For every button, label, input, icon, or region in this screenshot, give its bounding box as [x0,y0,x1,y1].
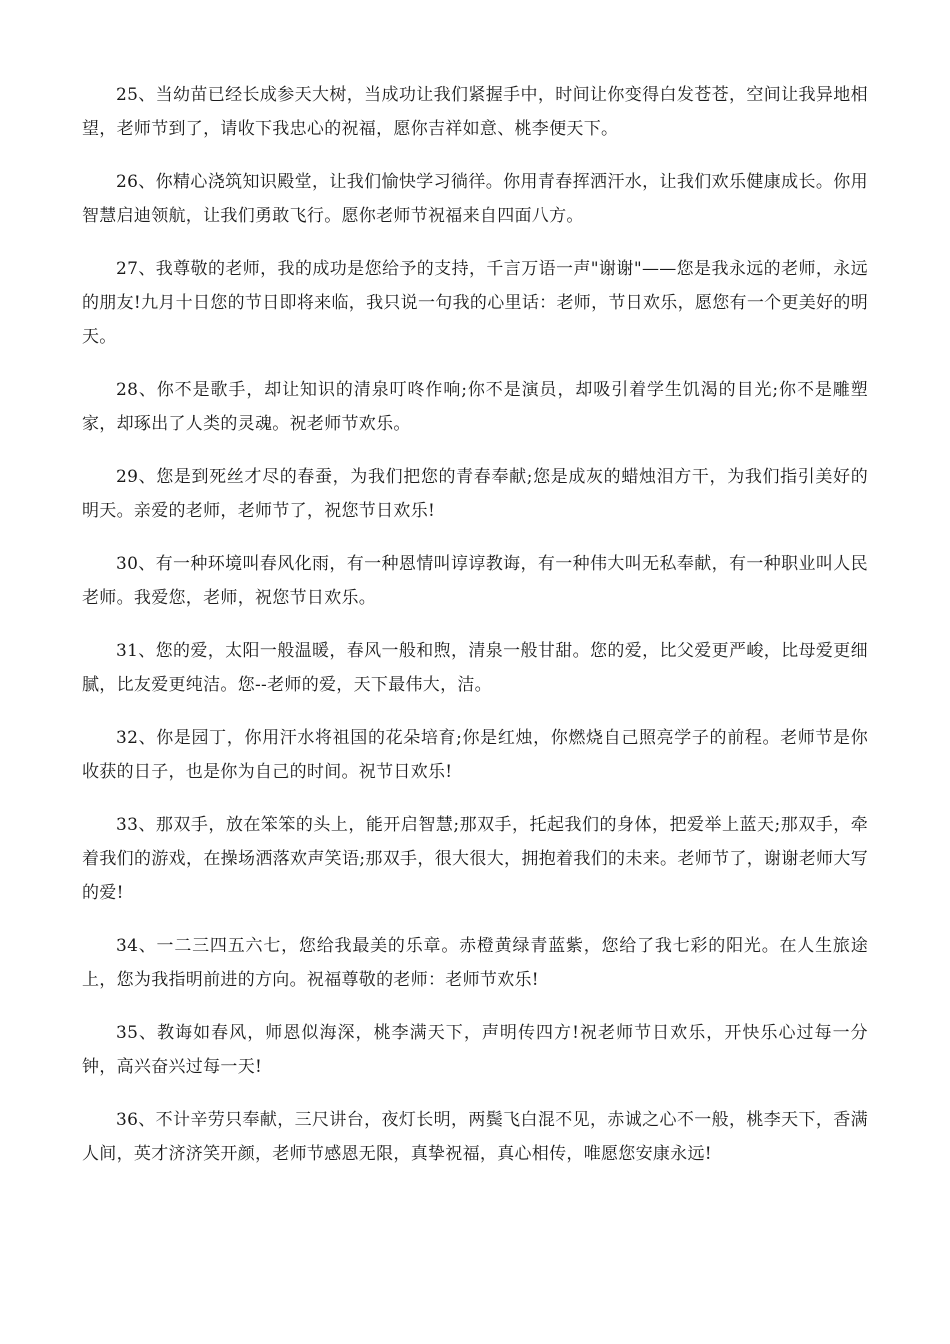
paragraph-31: 31、您的爱，太阳一般温暖，春风一般和煦，清泉一般甘甜。您的爱，比父爱更严峻，比母爱更细腻，比友爱更纯洁。您--老师的爱，天下最伟大，洁。 [82,641,868,695]
paragraph-34: 34、一二三四五六七，您给我最美的乐章。赤橙黄绿青蓝紫，您给了我七彩的阳光。在人生旅途上，您为我指明前进的方向。祝福尊敬的老师：老师节欢乐! [82,936,868,990]
paragraph-35: 35、教诲如春风，师恩似海深，桃李满天下，声明传四方!祝老师节日欢乐，开快乐心过每一分钟，高兴奋兴过每一天! [82,1023,868,1077]
paragraph-28: 28、你不是歌手，却让知识的清泉叮咚作响;你不是演员，却吸引着学生饥渴的目光;你不是雕塑家，却琢出了人类的灵魂。祝老师节欢乐。 [82,380,868,434]
document-body [82,78,868,1190]
paragraph-33: 33、那双手，放在笨笨的头上，能开启智慧;那双手，托起我们的身体，把爱举上蓝天;那双手，牵着我们的游戏，在操场洒落欢声笑语;那双手，很大很大，拥抱着我们的未来。老师节了，谢谢老师大写的爱! [82,815,868,903]
paragraph-27: 27、我尊敬的老师，我的成功是您给予的支持，千言万语一声"谢谢"——您是我永远的老师，永远的朋友!九月十日您的节日即将来临，我只说一句我的心里话：老师，节日欢乐，愿您有一个更美好的明天。 [82,259,868,347]
paragraph-30: 30、有一种环境叫春风化雨，有一种恩情叫谆谆教诲，有一种伟大叫无私奉献，有一种职业叫人民老师。我爱您，老师，祝您节日欢乐。 [82,554,868,608]
paragraph-36: 36、不计辛劳只奉献，三尺讲台，夜灯长明，两鬓飞白混不见，赤诚之心不一般，桃李天下，香满人间，英才济济笑开颜，老师节感恩无限，真挚祝福，真心相传，唯愿您安康永远! [82,1110,868,1164]
paragraph-25: 25、当幼苗已经长成参天大树，当成功让我们紧握手中，时间让你变得白发苍苍，空间让我异地相望，老师节到了，请收下我忠心的祝福，愿你吉祥如意、桃李便天下。 [82,85,868,139]
paragraph-26: 26、你精心浇筑知识殿堂，让我们愉快学习徜徉。你用青春挥洒汗水，让我们欢乐健康成长。你用智慧启迪领航，让我们勇敢飞行。愿你老师节祝福来自四面八方。 [82,172,868,226]
paragraph-32: 32、你是园丁，你用汗水将祖国的花朵培育;你是红烛，你燃烧自己照亮学子的前程。老师节是你收获的日子，也是你为自己的时间。祝节日欢乐! [82,728,868,782]
paragraph-29: 29、您是到死丝才尽的春蚕，为我们把您的青春奉献;您是成灰的蜡烛泪方干，为我们指引美好的明天。亲爱的老师，老师节了，祝您节日欢乐! [82,467,868,521]
